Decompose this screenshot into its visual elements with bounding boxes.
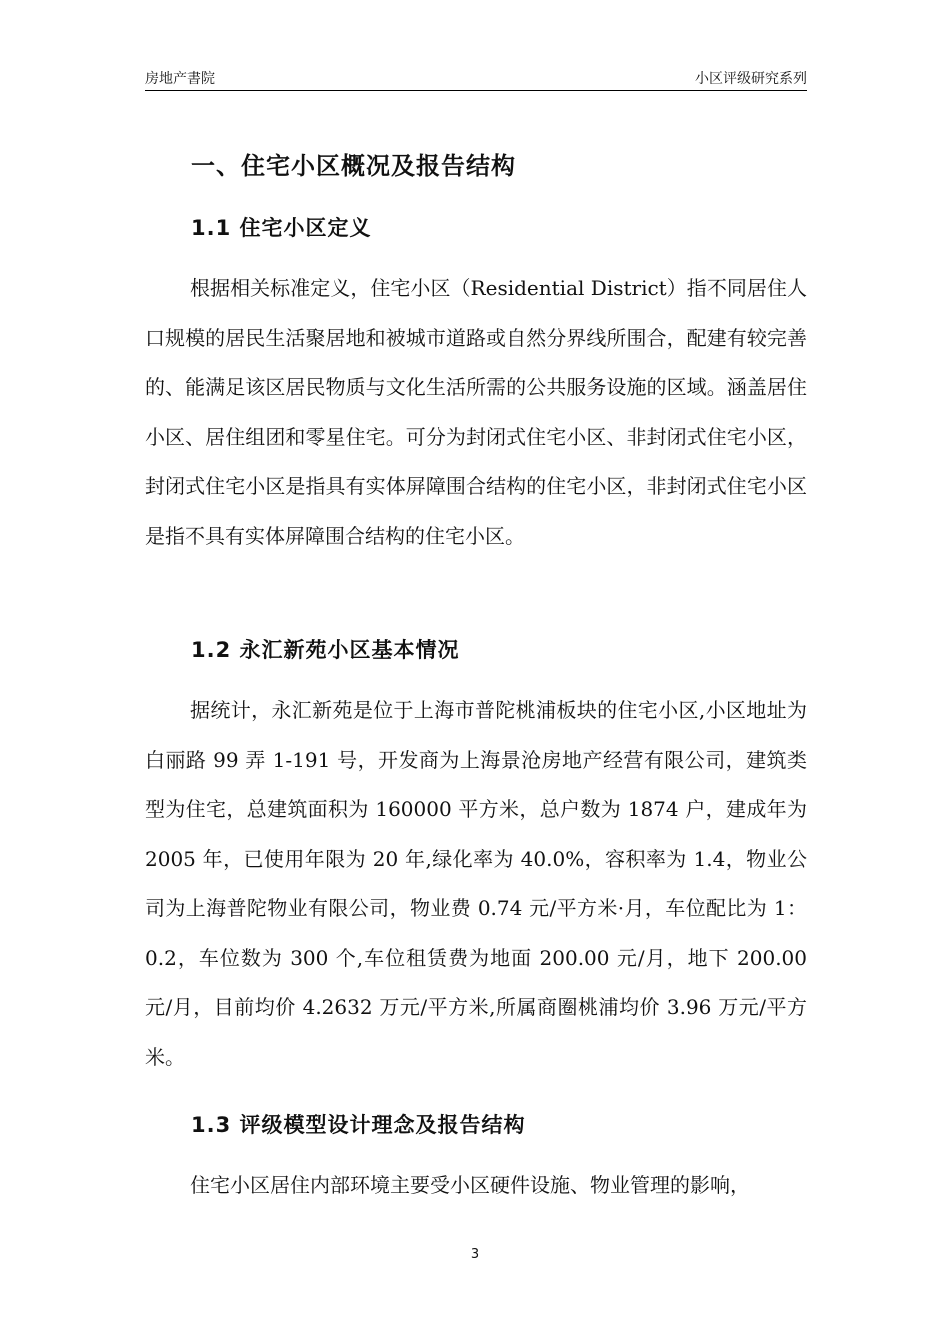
- chapter-title: 一、住宅小区概况及报告结构: [191, 152, 516, 180]
- header-series-title: 小区评级研究系列: [695, 71, 807, 87]
- header-publisher: 房地产書院: [145, 71, 215, 87]
- section-1-1-paragraph: 根据相关标准定义，住宅小区（Residential District）指不同居住人口规模的居民生活聚居地和被城市道路或自然分界线所围合，配建有较完善的、能满足该区居民物质与文化生活所需的公共服务设施的区域。涵盖居住小区、居住组团和零星住宅。可分为封闭式住宅小区、非封闭式住宅小区，封闭式住宅小区是指具有实体屏障围合结构的住宅小区，非封闭式住宅小区是指不具有实体屏障围合结构的住宅小区。: [145, 276, 807, 548]
- section-1-2-paragraph: 据统计，永汇新苑是位于上海市普陀桃浦板块的住宅小区,小区地址为白丽路 99 弄 1-191 号，开发商为上海景沧房地产经营有限公司，建筑类型为住宅，总建筑面积为 160000 平方米，总户数为 1874 户，建成年为 2005 年，已使用年限为 20 年,绿化率为 40.0%，容积率为 1.4，物业公司为上海普陀物业有限公司，物业费 0.74 元/平方米·月，车位配比为 1：0.2，车位数为 300 个,车位租赁费为地面 200.00 元/月，地下 200.00 元/月，目前均价 4.2632 万元/平方米,所属商圈桃浦均价 3.96 万元/平方米。: [145, 698, 807, 1069]
- page-number: 3: [470, 1247, 480, 1262]
- section-title-1-1: 1.1 住宅小区定义: [191, 216, 372, 240]
- section-1-3-paragraph: 住宅小区居住内部环境主要受小区硬件设施、物业管理的影响，: [190, 1173, 750, 1197]
- section-title-1-3: 1.3 评级模型设计理念及报告结构: [191, 1113, 526, 1137]
- section-title-1-2: 1.2 永汇新苑小区基本情况: [191, 638, 460, 662]
- page-header: [145, 64, 807, 91]
